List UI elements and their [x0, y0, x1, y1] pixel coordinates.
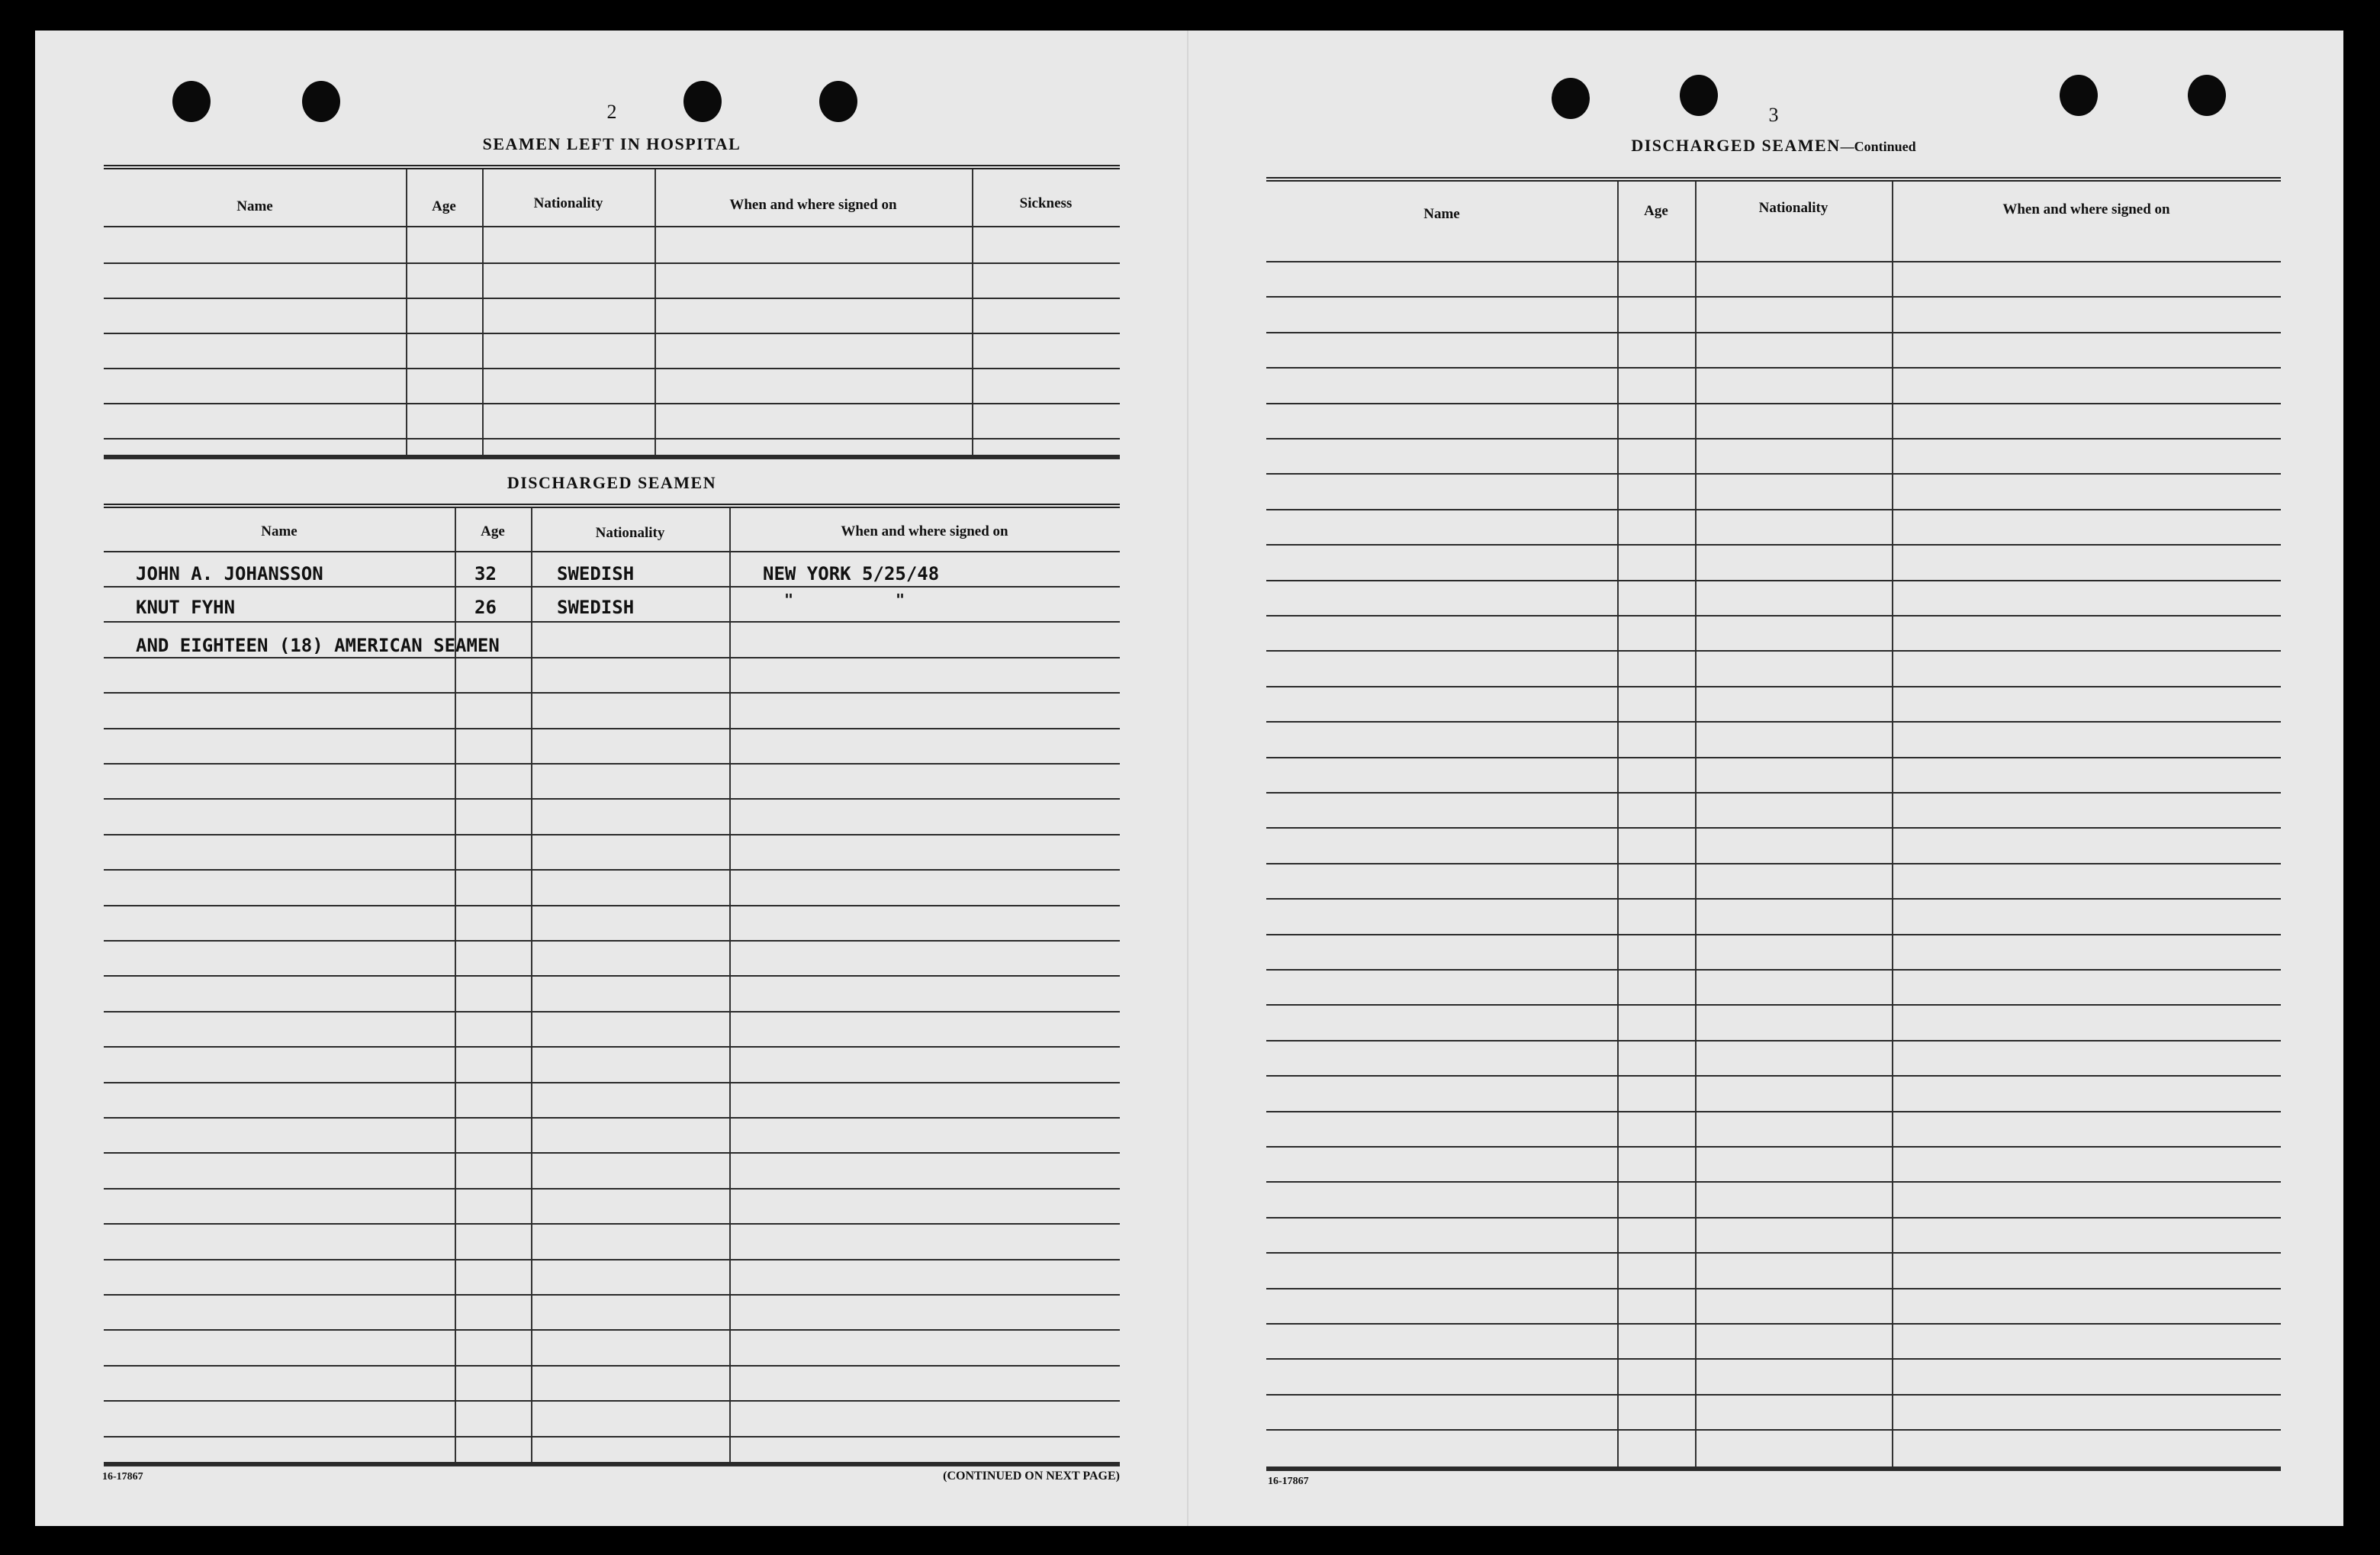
table-bottom-line [1266, 1466, 2281, 1471]
row-line [1266, 898, 2281, 900]
col-header-age: Age [1644, 203, 1668, 219]
row-line [104, 728, 1120, 729]
row-line [104, 834, 1120, 835]
column-divider [531, 508, 532, 1463]
row-line [1266, 1181, 2281, 1183]
column-divider [729, 508, 731, 1463]
row-line [104, 940, 1120, 942]
col-header-name: Name [236, 198, 273, 214]
col-header-age: Age [432, 198, 456, 214]
row-line [1266, 509, 2281, 510]
row-line [104, 1082, 1120, 1083]
col-header-age: Age [481, 523, 505, 539]
right-page-title [1266, 136, 2281, 156]
seaman-age: 26 [474, 597, 497, 618]
ditto-mark: " [784, 591, 794, 609]
page-fold [1187, 31, 1188, 1526]
row-line [1266, 650, 2281, 652]
col-header-signed-on: When and where signed on [729, 197, 897, 213]
row-line [1266, 1429, 2281, 1431]
col-header-nationality: Nationality [533, 195, 603, 211]
seaman-name: KNUT FYHN [136, 597, 236, 618]
document-sheet [35, 31, 2343, 1526]
row-line [104, 298, 1120, 299]
row-line [1266, 438, 2281, 439]
row-line [104, 763, 1120, 765]
row-line [104, 657, 1120, 658]
row-line [1266, 1394, 2281, 1396]
left-page [104, 31, 1120, 1526]
row-line [104, 1436, 1120, 1437]
row-line [1266, 615, 2281, 617]
row-line [1266, 296, 2281, 298]
right-page [1266, 31, 2281, 1526]
row-line [104, 1188, 1120, 1190]
col-header-signed-on: When and where signed on [2002, 201, 2170, 217]
row-line [104, 586, 1120, 588]
discharged-section-title: DISCHARGED SEAMEN [507, 473, 717, 492]
row-line [1266, 757, 2281, 758]
hospital-table [104, 165, 1120, 464]
col-header-name: Name [1423, 206, 1460, 222]
row-line [1266, 827, 2281, 829]
row-line [1266, 261, 2281, 262]
row-line [1266, 1004, 2281, 1006]
row-line [1266, 686, 2281, 687]
ditto-mark: " [896, 591, 905, 609]
seaman-signed-on: NEW YORK 5/25/48 [763, 563, 940, 584]
form-number: 16-17867 [1268, 1476, 1309, 1487]
column-divider [406, 169, 407, 459]
page-number: 2 [606, 101, 617, 123]
column-divider [1617, 182, 1619, 1468]
row-line [104, 368, 1120, 369]
header-line [104, 551, 1120, 552]
column-divider [482, 169, 484, 459]
row-line [104, 1329, 1120, 1331]
row-line [1266, 1323, 2281, 1325]
row-line [1266, 544, 2281, 546]
seaman-nationality: SWEDISH [557, 563, 635, 584]
column-divider [972, 169, 973, 459]
row-line [104, 1152, 1120, 1154]
row-line [104, 1365, 1120, 1367]
col-header-sickness: Sickness [1019, 195, 1073, 211]
row-line [104, 1046, 1120, 1048]
seaman-age: 32 [474, 563, 497, 584]
hospital-section-title: SEAMEN LEFT IN HOSPITAL [482, 134, 741, 153]
col-header-nationality: Nationality [1758, 200, 1828, 216]
column-divider [1695, 182, 1697, 1468]
row-line [104, 1400, 1120, 1402]
row-line [104, 226, 1120, 227]
title-continued: —Continued [1840, 139, 1916, 154]
row-line [1266, 473, 2281, 475]
column-divider [1892, 182, 1893, 1468]
row-line [1266, 403, 2281, 404]
row-line [104, 403, 1120, 404]
col-header-name: Name [261, 523, 298, 539]
row-line [104, 1011, 1120, 1013]
row-line [1266, 1040, 2281, 1041]
discharged-continued-table [1266, 177, 2281, 1502]
page-number: 3 [1768, 104, 1779, 126]
row-line [1266, 721, 2281, 723]
seaman-name: JOHN A. JOHANSSON [136, 563, 323, 584]
form-number: 16-17867 [102, 1471, 143, 1483]
row-line [1266, 1075, 2281, 1077]
row-line [1266, 934, 2281, 935]
row-line [1266, 1288, 2281, 1289]
seaman-nationality: SWEDISH [557, 597, 635, 618]
seaman-name: AND EIGHTEEN (18) AMERICAN SEAMEN [136, 635, 500, 656]
row-line [104, 1117, 1120, 1119]
title-main: DISCHARGED SEAMEN [1631, 136, 1841, 155]
row-line [104, 869, 1120, 871]
row-line [1266, 1111, 2281, 1112]
row-line [104, 798, 1120, 800]
row-line [1266, 367, 2281, 369]
row-line [104, 1259, 1120, 1260]
column-divider [654, 169, 656, 459]
row-line [104, 438, 1120, 439]
row-line [104, 692, 1120, 694]
row-line [1266, 580, 2281, 581]
row-line [1266, 332, 2281, 333]
row-line [104, 1223, 1120, 1225]
row-line [1266, 969, 2281, 971]
row-line [104, 1294, 1120, 1296]
row-line [104, 262, 1120, 264]
row-line [1266, 1217, 2281, 1219]
row-line [104, 621, 1120, 623]
row-line [104, 333, 1120, 334]
row-line [1266, 1252, 2281, 1254]
row-line [104, 975, 1120, 977]
continued-note: (CONTINUED ON NEXT PAGE) [943, 1470, 1120, 1483]
row-line [1266, 792, 2281, 794]
row-line [1266, 1146, 2281, 1148]
row-line [1266, 1358, 2281, 1360]
discharged-table [104, 504, 1120, 1500]
row-line [1266, 863, 2281, 864]
col-header-signed-on: When and where signed on [841, 523, 1008, 539]
row-line [104, 905, 1120, 906]
table-bottom-line [104, 455, 1120, 459]
table-bottom-line [104, 1462, 1120, 1466]
col-header-nationality: Nationality [595, 525, 665, 541]
